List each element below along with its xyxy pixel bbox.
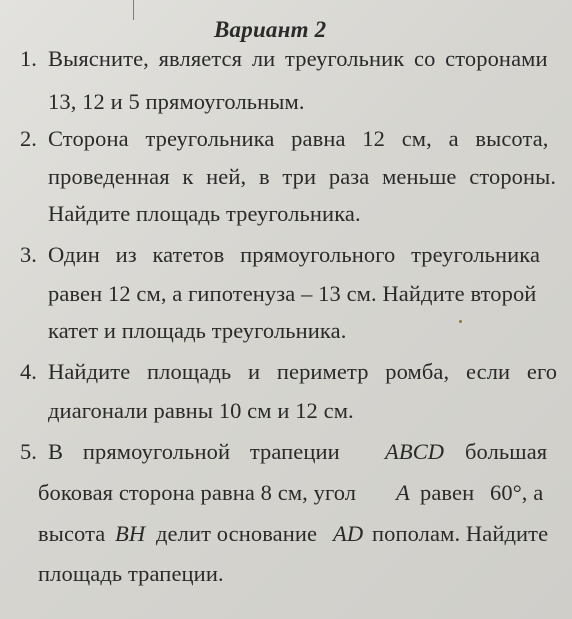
task-1-number: 1.: [20, 46, 37, 71]
task-2-line-3: Найдите площадь треугольника.: [48, 201, 361, 226]
task-5-line-2-mid: равен: [420, 480, 475, 505]
task-4-number: 4.: [20, 359, 37, 384]
paper-speck: [459, 320, 462, 323]
task-5-line-4: площадь трапеции.: [38, 561, 224, 586]
task-5-line-1-end: большая: [465, 439, 548, 464]
task-2-line-2: проведенная к ней, в три раза меньше стороны.: [48, 164, 557, 189]
task-1-line-1: Выясните, является ли треугольник со сторонами: [48, 46, 548, 71]
task-3-line-1: Один из катетов прямоугольного треугольника: [48, 242, 541, 267]
task-1-line-2: 13, 12 и 5 прямоугольным.: [48, 89, 305, 114]
task-2-line-1: Сторона треугольника равна 12 см, а высота,: [48, 126, 549, 151]
task-5-line-3-mid: делит основание: [156, 521, 318, 546]
task-2-number: 2.: [20, 126, 37, 151]
task-3-line-3: катет и площадь треугольника.: [48, 318, 347, 343]
variant-title: Вариант 2: [214, 17, 327, 42]
task-5-trapezoid-label: ABCD: [385, 439, 445, 464]
task-5-line-1-text: В прямоугольной трапеции: [48, 439, 340, 464]
task-5-height-label: BH: [115, 521, 146, 546]
task-5-number: 5.: [20, 439, 37, 464]
task-4-line-1: Найдите площадь и периметр ромба, если его: [48, 359, 558, 384]
task-5-line-2-text: боковая сторона равна 8 см, угол: [38, 480, 357, 505]
pen-mark: [133, 0, 134, 20]
task-5-line-2-end: 60°, а: [490, 480, 544, 505]
task-3-number: 3.: [20, 242, 37, 267]
task-4-line-2: диагонали равны 10 см и 12 см.: [48, 398, 354, 423]
task-5-line-3-end: пополам. Найдите: [372, 521, 549, 546]
task-5-line-3-text: высота: [38, 521, 106, 546]
task-3-line-2: равен 12 см, а гипотенуза – 13 см. Найдите второй: [48, 281, 537, 306]
task-5-base-label: AD: [333, 521, 364, 546]
task-5-angle-label: A: [396, 480, 410, 505]
